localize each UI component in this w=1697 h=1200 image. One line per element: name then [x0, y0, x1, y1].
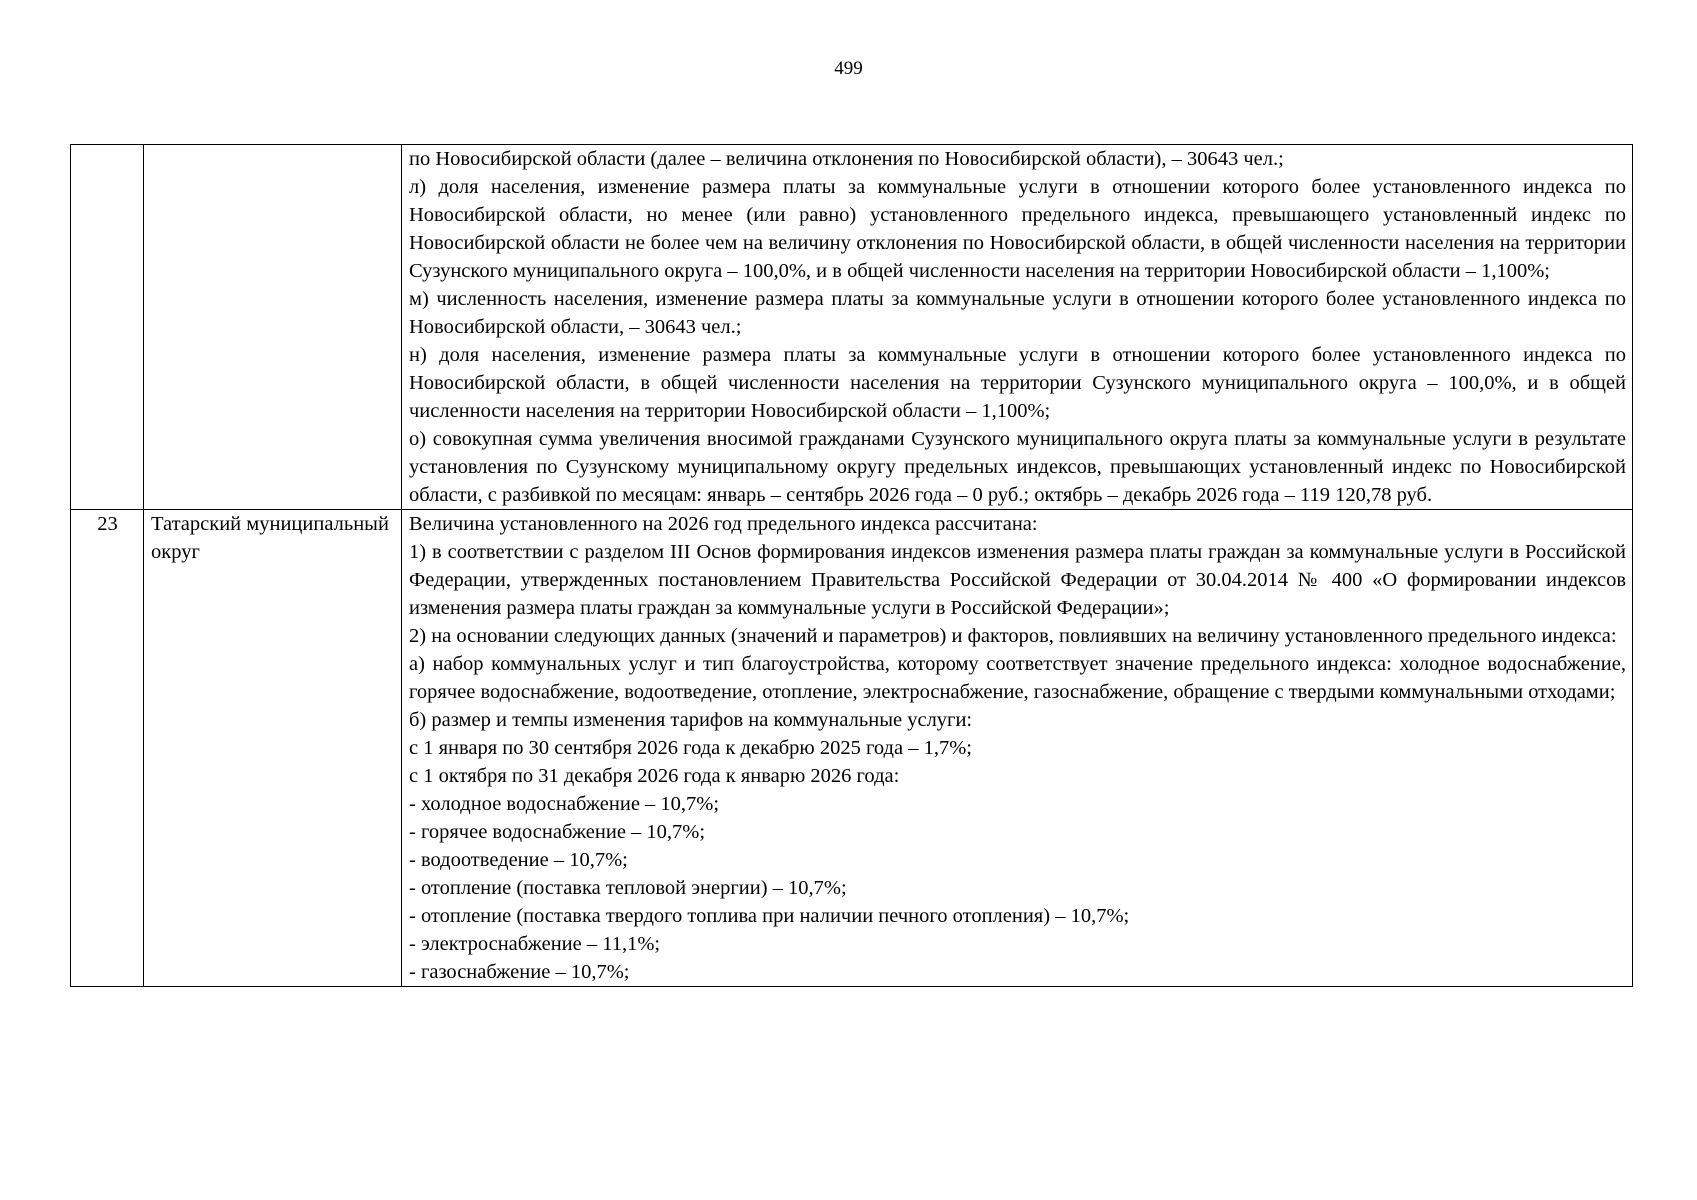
paragraph: Величина установленного на 2026 год предельного индекса рассчитана:: [409, 513, 1038, 535]
paragraph: 1) в соответствии с разделом III Основ формирования индексов изменения размера платы граждан за коммунальные услуги в Российской Федерации, утвержденных постановлением Правительства Российской Федерации от 30.04.2014 № 400 «О формировании индексов изменения размера платы граждан за коммунальные услуги в Российской Федерации»;: [409, 541, 1626, 619]
table-row: [71, 145, 1633, 510]
description-cell: [402, 510, 1633, 987]
paragraph: м) численность населения, изменение размера платы за коммунальные услуги в отношении которого более установленного индекса по Новосибирской области, – 30643 чел.;: [409, 288, 1626, 338]
paragraph: с 1 октября по 31 декабря 2026 года к январю 2026 года:: [409, 765, 900, 787]
paragraph: о) совокупная сумма увеличения вносимой гражданами Сузунского муниципального округа платы за коммунальные услуги в результате установления по Сузунскому муниципальному округу предельных индексов, превышающих установленный индекс по Новосибирской области, с разбивкой по месяцам: январь – сентябрь 2026 года – 0 руб.; октябрь – декабрь 2026 года – 119 120,78 руб.: [409, 428, 1626, 506]
description-cell: [402, 145, 1633, 510]
row-number-cell: 23: [71, 510, 144, 987]
paragraph: л) доля населения, изменение размера платы за коммунальные услуги в отношении которого более установленного индекса по Новосибирской области, но менее (или равно) установленного предельного индекса, превышающего установленный индекс по Новосибирской области не более чем на величину отклонения по Новосибирской области, в общей численности населения на территории Сузунского муниципального округа – 100,0%, и в общей численности населения на территории Новосибирской области – 1,100%;: [409, 176, 1626, 282]
paragraph: 2) на основании следующих данных (значений и параметров) и факторов, повлиявших на величину установленного предельного индекса:: [409, 625, 1617, 647]
table-row: [71, 510, 1633, 987]
list-item: - газоснабжение – 10,7%;: [409, 961, 630, 983]
paragraph: с 1 января по 30 сентября 2026 года к декабрю 2025 года – 1,7%;: [409, 737, 972, 759]
list-item: - холодное водоснабжение – 10,7%;: [409, 793, 720, 815]
list-item: - водоотведение – 10,7%;: [409, 849, 628, 871]
index-table: [70, 144, 1633, 987]
list-item: - отопление (поставка твердого топлива при наличии печного отопления) – 10,7%;: [409, 905, 1130, 927]
row-number-cell: [71, 145, 144, 510]
paragraph: по Новосибирской области (далее – величина отклонения по Новосибирской области), – 30643 чел.;: [409, 148, 1284, 170]
list-item: - электроснабжение – 11,1%;: [409, 933, 661, 955]
list-item: - отопление (поставка тепловой энергии) – 10,7%;: [409, 877, 847, 899]
list-item: - горячее водоснабжение – 10,7%;: [409, 821, 706, 843]
paragraph: н) доля населения, изменение размера платы за коммунальные услуги в отношении которого более установленного индекса по Новосибирской области, в общей численности населения на территории Сузунского муниципального округа – 100,0%, и в общей численности населения на территории Новосибирской области – 1,100%;: [409, 344, 1626, 422]
paragraph: б) размер и темпы изменения тарифов на коммунальные услуги:: [409, 709, 973, 731]
municipality-cell: Татарский муниципальный округ: [144, 510, 402, 987]
municipality-cell: [144, 145, 402, 510]
paragraph: а) набор коммунальных услуг и тип благоустройства, которому соответствует значение предельного индекса: холодное водоснабжение, горячее водоснабжение, водоотведение, отопление, электроснабжение, газоснабжение, обращение с твердыми коммунальными отходами;: [409, 653, 1626, 703]
page-number: 499: [834, 58, 863, 79]
